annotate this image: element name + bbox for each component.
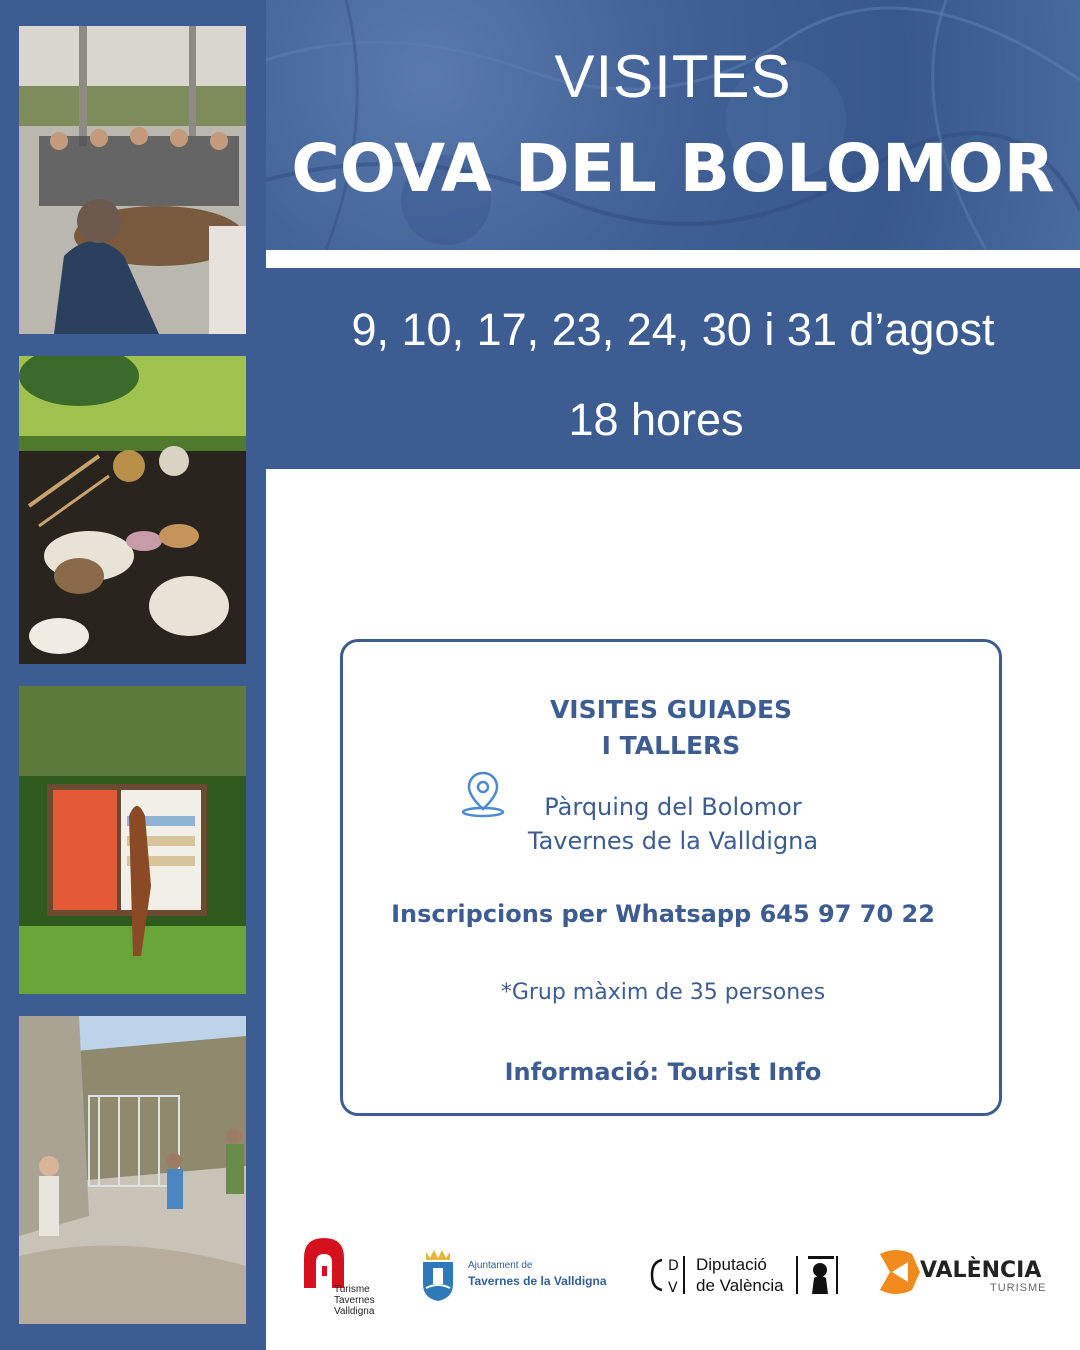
svg-text:V: V bbox=[668, 1280, 678, 1296]
valencia-turisme-sub: TURISME bbox=[990, 1282, 1047, 1294]
meeting-location bbox=[493, 790, 853, 858]
ajuntament-small-label: Ajuntament de bbox=[468, 1260, 533, 1271]
group-limit-note: *Grup màxim de 35 persones bbox=[500, 980, 826, 1005]
photo-cave-entrance bbox=[19, 1016, 246, 1324]
location-line1: Pàrquing del Bolomor bbox=[544, 793, 802, 821]
info-heading-line1: VISITES GUIADES bbox=[549, 695, 793, 724]
location-line2: Tavernes de la Valldigna bbox=[527, 827, 819, 855]
diputacio-line2: de València bbox=[696, 1276, 784, 1295]
stone-texture bbox=[266, 0, 1080, 250]
hero-title-cave-name: COVA DEL BOLOMOR bbox=[291, 130, 1055, 207]
schedule-band bbox=[266, 268, 1080, 469]
dv-monogram-icon bbox=[650, 1252, 686, 1298]
logo-divider bbox=[796, 1256, 798, 1294]
whatsapp-registration[interactable]: Inscripcions per Whatsapp 645 97 70 22 bbox=[391, 900, 935, 928]
diputacio-logo bbox=[650, 1252, 860, 1298]
info-heading bbox=[343, 692, 999, 764]
ajuntament-name: Tavernes de la Valldigna bbox=[468, 1274, 607, 1288]
turisme-tavernes-logo bbox=[300, 1236, 390, 1320]
city-crest-icon bbox=[420, 1246, 456, 1302]
turisme-logo-line3: Valldigna bbox=[334, 1306, 375, 1317]
ajuntament-logo bbox=[420, 1246, 620, 1302]
diputacio-line1: Diputació bbox=[696, 1255, 767, 1274]
photo-info-panel bbox=[19, 686, 246, 994]
museum-prehistory-icon bbox=[806, 1254, 848, 1296]
valencia-wordmark: VALÈNCIA bbox=[920, 1258, 1042, 1283]
valencia-turisme-logo bbox=[878, 1244, 1058, 1302]
turisme-logo-line2: Tavernes bbox=[334, 1295, 375, 1306]
visit-dates: 9, 10, 17, 23, 24, 30 i 31 d’agost bbox=[351, 304, 995, 355]
hero-banner bbox=[266, 0, 1080, 250]
turisme-tower-icon bbox=[300, 1236, 348, 1288]
turisme-logo-line1: Turisme bbox=[334, 1284, 370, 1295]
photo-artifacts bbox=[19, 356, 246, 664]
info-heading-line2: I TALLERS bbox=[601, 731, 741, 760]
photo-group-visit bbox=[19, 26, 246, 334]
tourist-info-note: Informació: Tourist Info bbox=[504, 1058, 822, 1086]
photo-sidebar bbox=[0, 0, 266, 1350]
hero-title-visites: VISITES bbox=[554, 43, 792, 110]
valencia-turisme-mark-icon bbox=[878, 1244, 922, 1300]
info-box bbox=[340, 639, 1002, 1116]
visit-time: 18 hores bbox=[568, 394, 744, 445]
svg-text:D: D bbox=[668, 1258, 679, 1274]
